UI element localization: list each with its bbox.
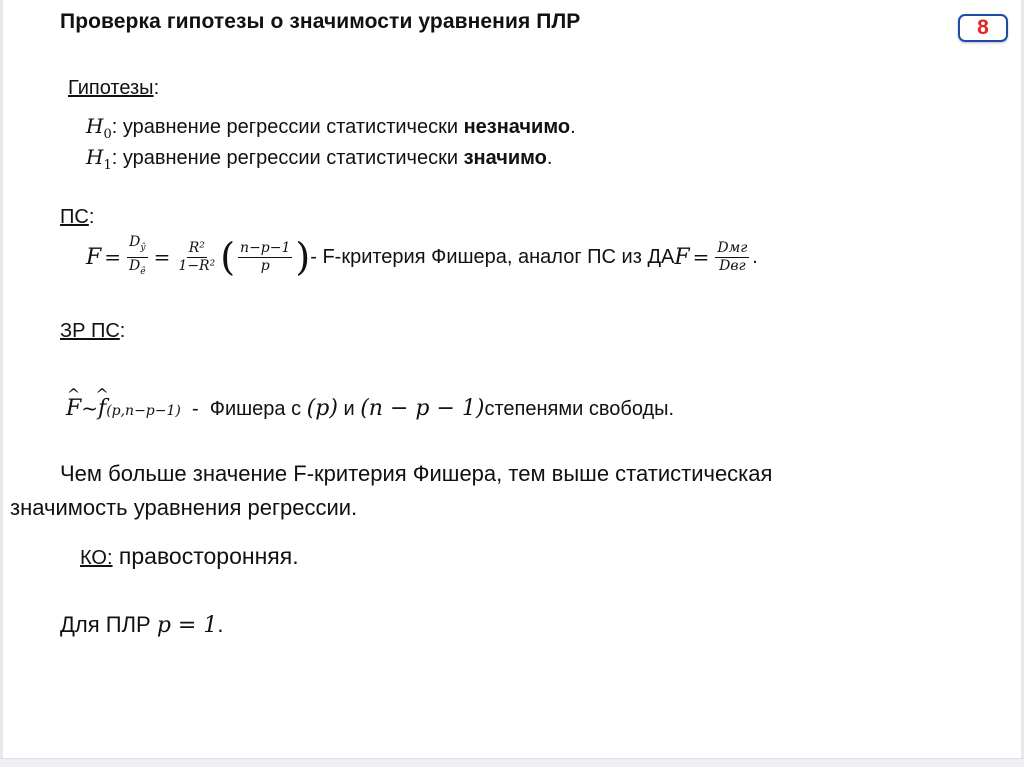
ps-formula: F = $\frac{D_ŷ}{D_ê}$ = $\frac{\text{R²}}{\text{1−R²}}$ ( $\frac{n-p-1}{p}$ ) - F-критерия Фишера, аналог ПС из ДА F = $\frac{\text{Dмг}}{\text{Dвг}}$ . (86, 234, 758, 280)
slide-frame-bottom (0, 758, 1024, 767)
hypothesis-h1: $H_1$: уравнение регрессии статистически значимо. (86, 145, 553, 173)
h0-symbol: H (86, 114, 104, 138)
slide-title: Проверка гипотезы о значимости уравнения ПЛР (60, 10, 581, 33)
slide-number-badge: 8 (958, 14, 1008, 42)
hypotheses-label: Гипотезы (68, 77, 154, 99)
h1-conclusion: значимо (463, 147, 547, 169)
ko-value: правосторонняя. (112, 543, 299, 569)
slide-frame-left (0, 0, 3, 767)
hypotheses-heading: Гипотезы: (68, 77, 160, 99)
f-statistic-symbol: F (86, 244, 102, 270)
r-squared-fraction: $\frac{\text{R²}}{\text{1−R²}}$ (178, 239, 216, 274)
ps-label: ПС (60, 206, 89, 228)
plr-formula: p = 1 (156, 613, 218, 638)
fisher-distribution-symbol: ^ f (98, 396, 106, 421)
ko-label: КО: (80, 547, 113, 569)
degrees-fraction: $\frac{n-p-1}{p}$ (240, 239, 291, 274)
variance-ratio-fraction: $\frac{D_ŷ}{D_ê}$ (129, 234, 146, 277)
hypothesis-h0: $H_0$: уравнение регрессии статистически незначимо. (86, 114, 576, 142)
zr-formula: ^ F ~ ^ f (p,n−p−1) - Фишера с (p) и (n − p − 1) степенями свободы. (66, 396, 674, 421)
f-hat-symbol: ^ F (66, 396, 81, 421)
zr-heading: ЗР ПС: (60, 320, 126, 342)
zr-label: ЗР ПС (60, 320, 120, 342)
ps-heading: ПС: (60, 206, 95, 228)
ps-description: - F-критерия Фишера, аналог ПС из ДА (310, 245, 675, 268)
critical-region (80, 543, 299, 570)
plr-note: Для ПЛР p = 1. (60, 612, 224, 638)
h1-symbol: H (86, 145, 104, 169)
h0-conclusion: незначимо (463, 116, 571, 138)
conclusion-line-1: Чем больше значение F-критерия Фишера, тем выше статистическая (60, 461, 773, 486)
da-fraction: $\frac{\text{Dмг}}{\text{Dвг}}$ (717, 239, 748, 274)
conclusion-line-2: значимость уравнения регрессии. (10, 495, 358, 520)
